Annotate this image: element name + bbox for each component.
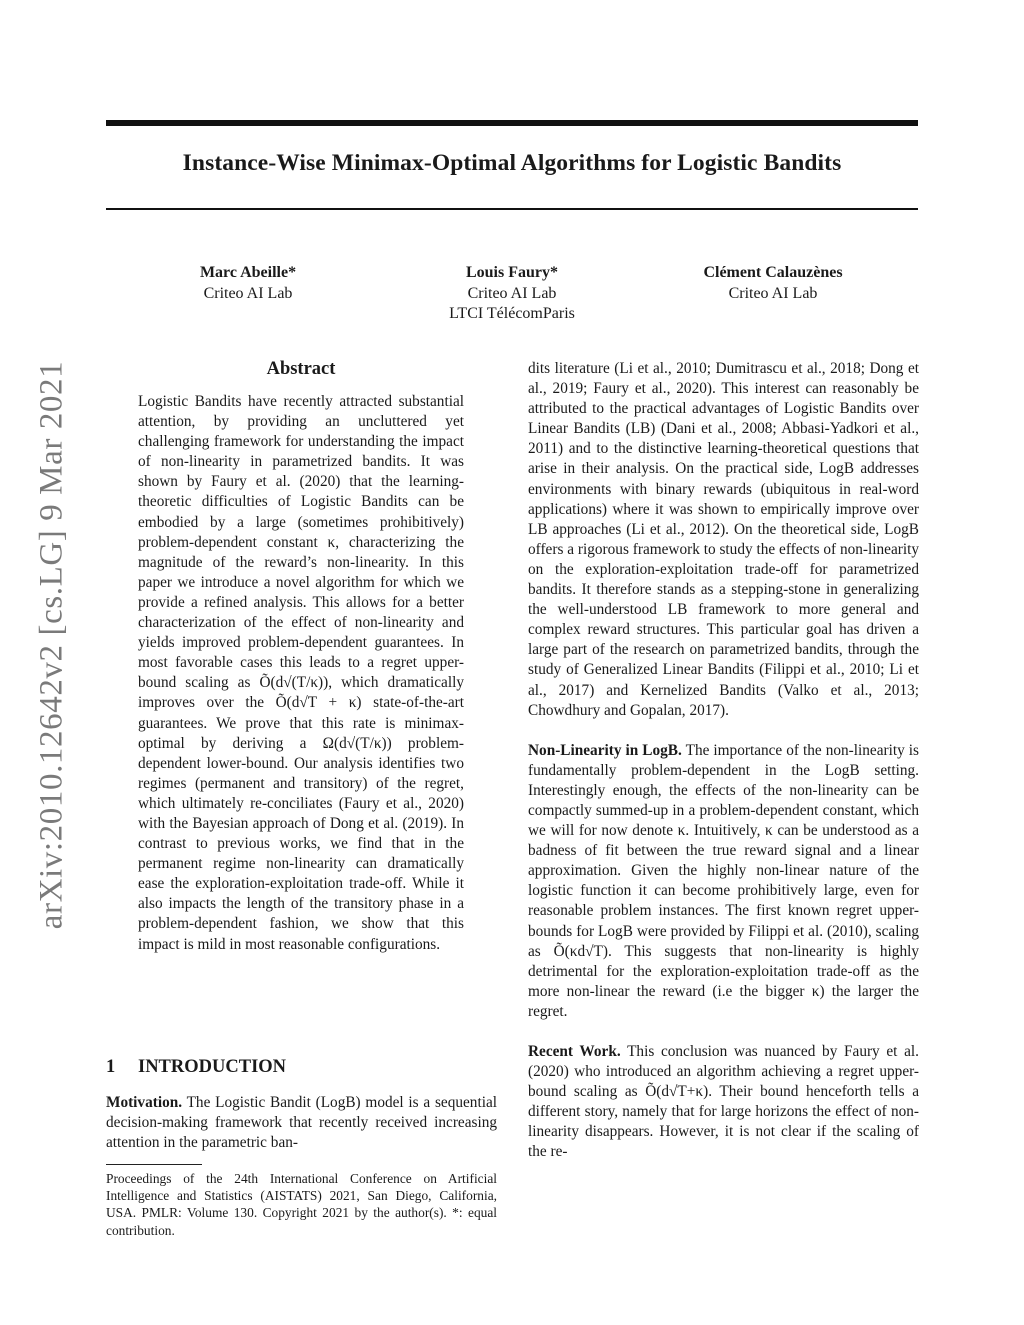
section-number: 1 xyxy=(106,1057,116,1077)
paragraph-text: This conclusion was nuanced by Faury et al. (2020) who introduced an algorithm achieving a regret upper-bound scaling as Õ(d√T+κ). Their bound henceforth tells a different story, namely that for large horizons the effect of non-linearity disappears. However, it is not clear if the scaling of the re- xyxy=(528,1043,919,1161)
abstract-text: Logistic Bandits have recently attracted substantial attention, by providing an uncluttered yet challenging framework for understanding the impact of non-linearity in parametrized bandits. It was shown by Faury et al. (2020) that the learning-theoretic difficulties of Logistic Bandits can be embodied by a large (sometimes prohibitively) problem-dependent constant κ, characterizing the magnitude of the reward’s non-linearity. In this paper we introduce a novel algorithm for which we provide a refined analysis. This allows for a better characterization of the effect of non-linearity and yields improved problem-dependent guarantees. In most favorable cases this leads to a regret upper-bound scaling as Õ(d√(T/κ)), which dramatically improves over the Õ(d√T + κ) state-of-the-art guarantees. We prove that this rate is minimax-optimal by deriving a Ω(d√(T/κ)) problem-dependent lower-bound. Our analysis identifies two regimes (permanent and transitory) of the regret, which ultimately re-conciliates (Faury et al., 2020) with the Bayesian approach of Dong et al. (2019). In contrast to previous works, we find that in the permanent regime non-linearity can dramatically ease the exploration-exploitation trade-off. While it also impacts the length of the transitory phase in a problem-dependent fashion, we show that this impact is mild in most reasonable configurations. xyxy=(138,393,464,953)
paragraph-run-in: Recent Work. xyxy=(528,1043,621,1060)
author-affiliation: Criteo AI Lab xyxy=(203,284,293,302)
paragraph-run-in: Motivation. xyxy=(106,1094,183,1111)
author-2 xyxy=(402,263,622,325)
intro-paragraph xyxy=(106,1093,497,1153)
abstract-heading: Abstract xyxy=(266,359,336,379)
author-affiliation: Criteo AI Lab xyxy=(467,284,557,302)
section-heading xyxy=(106,1057,286,1078)
author-3 xyxy=(663,263,883,304)
abstract-column xyxy=(138,359,464,955)
section-title: INTRODUCTION xyxy=(138,1057,287,1077)
paragraph-text: The Logistic Bandit (LogB) model is a sequential decision-making framework that recently received increasing attention in the parametric ban- xyxy=(106,1094,497,1152)
author-name: Louis Faury* xyxy=(465,264,558,281)
author-1 xyxy=(138,263,358,304)
author-affiliation: Criteo AI Lab xyxy=(728,284,818,302)
paragraph-non-linearity xyxy=(528,741,919,1022)
title-top-rule xyxy=(106,120,918,126)
arxiv-identifier: arXiv:2010.12642v2 [cs.LG] 9 Mar 2021 xyxy=(33,360,70,930)
author-affiliation: LTCI TélécomParis xyxy=(449,305,575,322)
paragraph-text: dits literature (Li et al., 2010; Dumitrascu et al., 2018; Dong et al., 2019; Faury et al., 2020). This interest can reasonably be attributed to the practical advantages of Logistic Bandits over Linear Bandits (LB) (Dani et al., 2008; Abbasi-Yadkori et al., 2011) and to the distinctive learning-theoretical questions that arise in their analysis. On the practical side, LogB addresses environments with binary rewards (ubiquitous in real-word applications) where it was shown to empirically improve over LB approaches (Li et al., 2012). On the theoretical side, LogB offers a rigorous framework to study the effects of non-linearity on the exploration-exploitation trade-off for parametrized bandits. It therefore stands as a stepping-stone in generalizing the well-understood LB framework to more general and complex reward structures. This particular goal has driven a large part of the research on parametrized bandits, through the study of Generalized Linear Bandits (Filippi et al., 2010; Li et al., 2017) and Kernelized Bandits (Valko et al., 2013; Chowdhury and Gopalan, 2017). xyxy=(528,360,919,719)
footnote-rule xyxy=(106,1164,202,1165)
paper-title: Instance-Wise Minimax-Optimal Algorithms for Logistic Bandits xyxy=(182,150,842,176)
right-column xyxy=(528,359,919,1163)
paragraph-run-in: Non-Linearity in LogB. xyxy=(528,741,682,759)
paragraph-text: The importance of the non-linearity is fundamentally problem-dependent in the LogB setting. Interestingly enough, the effects of the non-linearity can be compactly summed-up in a problem-dependent constant, which we will for now denote κ. Intuitively, κ can be understood as a badness of fit between the true reward signal and a linear approximation. Given the highly non-linear nature of the logistic function it can become prohibitively large, even for reasonable problem instances. The first known regret upper-bounds for LogB were provided by Filippi et al. (2010), scaling as Õ(κd√T). This suggests that non-linearity is highly detrimental for the exploration-exploitation trade-off as the more non-linear the reward (i.e the bigger κ) the larger the regret. xyxy=(528,741,919,1020)
author-name: Clément Calauzènes xyxy=(703,264,843,281)
footnote: Proceedings of the 24th International Conference on Artificial Intelligence and Statistics (AISTATS) 2021, San Diego, California, USA. PMLR: Volume 130. Copyright 2021 by the author(s). *: equal contribution. xyxy=(106,1171,497,1238)
author-name: Marc Abeille* xyxy=(199,264,297,281)
paragraph-recent-work xyxy=(528,1042,919,1163)
title-bottom-rule xyxy=(106,208,918,210)
